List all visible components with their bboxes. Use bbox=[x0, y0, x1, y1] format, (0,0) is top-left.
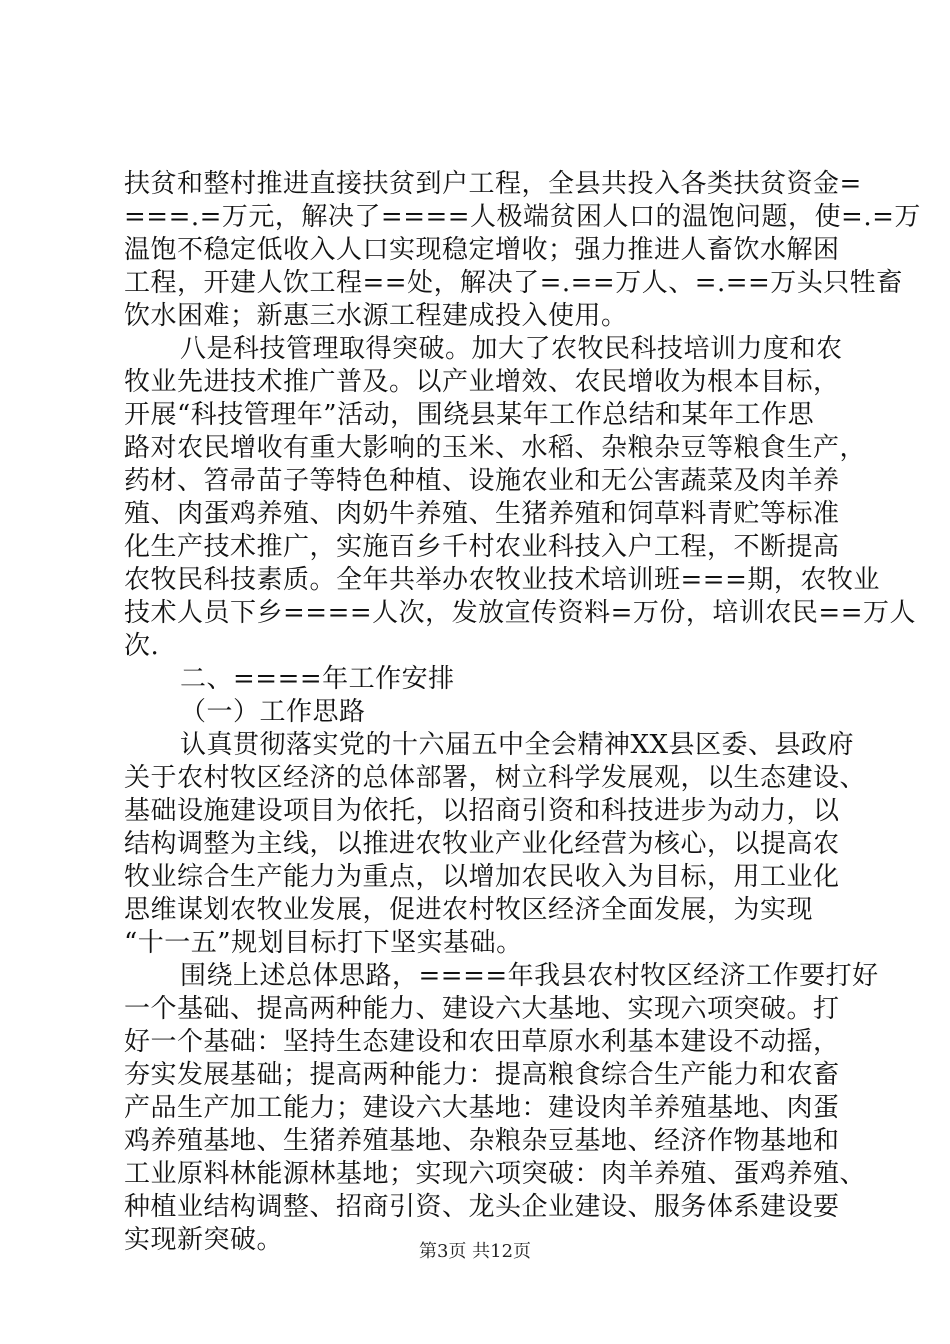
text-line: 次. bbox=[124, 631, 160, 661]
text-line: 技术人员下乡====人次，发放宣传资料=万份，培训农民==万人 bbox=[124, 598, 916, 628]
text-line: 思维谋划农牧业发展，促进农村牧区经济全面发展，为实现 bbox=[124, 895, 814, 925]
text-line: 化生产技术推广，实施百乡千村农业科技入户工程，不断提高 bbox=[124, 532, 840, 562]
text-line: 开展“科技管理年”活动，围绕县某年工作总结和某年工作思 bbox=[124, 400, 815, 430]
text-line: 工程，开建人饮工程==处，解决了=.==万人、=.==万头只牲畜 bbox=[124, 268, 903, 298]
text-line: 结构调整为主线，以推进农牧业产业化经营为核心，以提高农 bbox=[124, 829, 840, 859]
text-line: 二、====年工作安排 bbox=[180, 664, 455, 694]
text-line: 基础设施建设项目为依托，以招商引资和科技进步为动力，以 bbox=[124, 796, 840, 826]
text-line: ===.=万元，解决了====人极端贫困人口的温饱问题，使=.=万 bbox=[124, 202, 921, 232]
text-line: 实现新突破。 bbox=[124, 1225, 284, 1255]
text-line: 扶贫和整村推进直接扶贫到户工程，全县共投入各类扶贫资金= bbox=[124, 169, 862, 199]
text-line: 好一个基础：坚持生态建设和农田草原水利基本建设不动摇， bbox=[124, 1027, 840, 1057]
text-line: 关于农村牧区经济的总体部署，树立科学发展观，以生态建设、 bbox=[124, 763, 867, 793]
page-footer: 第3页 共12页 bbox=[418, 1241, 532, 1262]
text-line: 种植业结构调整、招商引资、龙头企业建设、服务体系建设要 bbox=[124, 1192, 840, 1222]
document-body bbox=[124, 168, 921, 1257]
text-line: 产品生产加工能力；建设六大基地：建设肉羊养殖基地、肉蛋 bbox=[124, 1093, 840, 1123]
text-line: 路对农民增收有重大影响的玉米、水稻、杂粮杂豆等粮食生产， bbox=[124, 433, 867, 463]
text-line: 夯实发展基础；提高两种能力：提高粮食综合生产能力和农畜 bbox=[124, 1060, 840, 1090]
text-line: 认真贯彻落实党的十六届五中全会精神XX县区委、县政府 bbox=[180, 730, 855, 760]
text-line: 农牧民科技素质。全年共举办农牧业技术培训班===期，农牧业 bbox=[124, 565, 880, 595]
text-line: （一）工作思路 bbox=[180, 697, 366, 727]
text-line: “十一五”规划目标打下坚实基础。 bbox=[124, 928, 523, 958]
text-line: 温饱不稳定低收入人口实现稳定增收；强力推进人畜饮水解困 bbox=[124, 235, 840, 265]
text-line: 饮水困难；新惠三水源工程建成投入使用。 bbox=[124, 301, 628, 331]
text-line: 殖、肉蛋鸡养殖、肉奶牛养殖、生猪养殖和饲草料青贮等标准 bbox=[124, 499, 840, 529]
text-line: 牧业综合生产能力为重点，以增加农民收入为目标，用工业化 bbox=[124, 862, 840, 892]
text-line: 八是科技管理取得突破。加大了农牧民科技培训力度和农 bbox=[180, 334, 843, 364]
text-line: 鸡养殖基地、生猪养殖基地、杂粮杂豆基地、经济作物基地和 bbox=[124, 1126, 840, 1156]
text-line: 牧业先进技术推广普及。以产业增效、农民增收为根本目标， bbox=[124, 367, 840, 397]
text-line: 一个基础、提高两种能力、建设六大基地、实现六项突破。打 bbox=[124, 994, 840, 1024]
text-line: 工业原料林能源林基地；实现六项突破：肉羊养殖、蛋鸡养殖、 bbox=[124, 1159, 867, 1189]
text-line: 药材、笤帚苗子等特色种植、设施农业和无公害蔬菜及肉羊养 bbox=[124, 466, 840, 496]
text-line: 围绕上述总体思路，====年我县农村牧区经济工作要打好 bbox=[180, 961, 879, 991]
